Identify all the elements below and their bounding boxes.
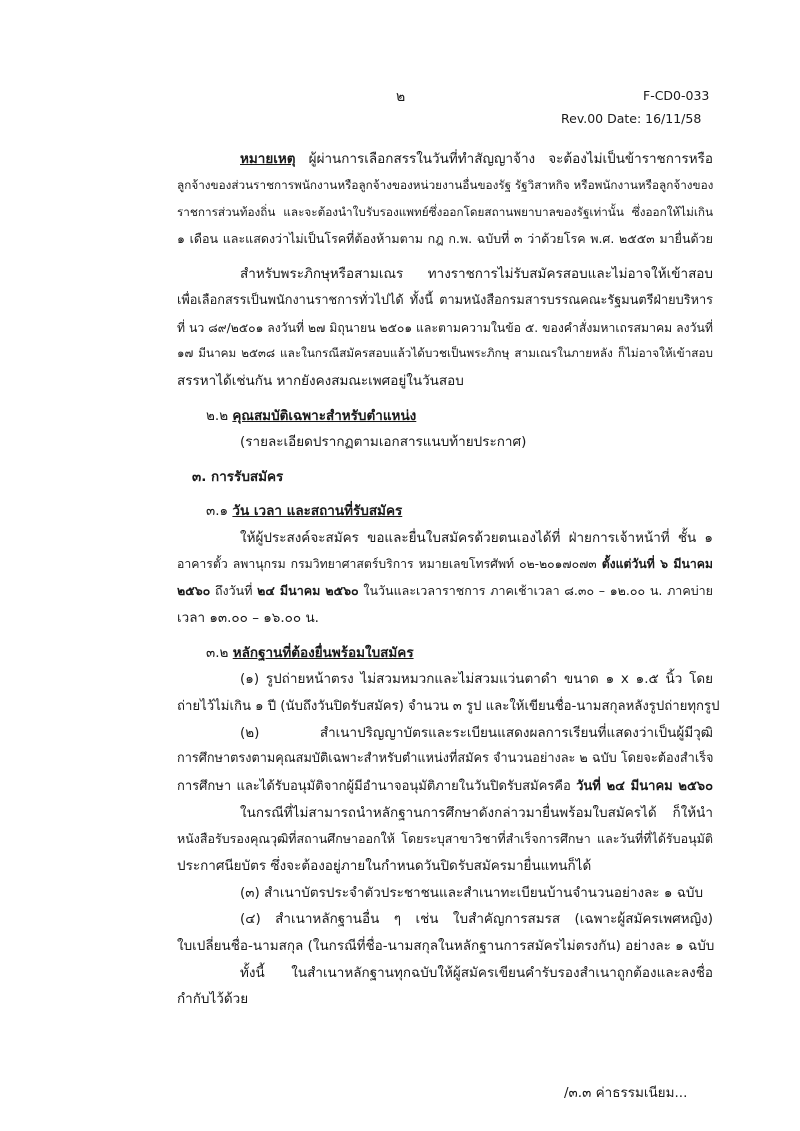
item-2-line-3 xyxy=(177,780,713,793)
office-hours-text: ในวันและเวลาราชการ ภาคเช้าเวลา ๘.๓๐ – ๑๒.๐๐ น. ภาคบ่าย xyxy=(363,583,713,598)
monks-line-1: สำหรับพระภิกษุหรือสามเณร ทางราชการไม่รับสมัครสอบและไม่อาจให้เข้าสอบ xyxy=(240,266,713,282)
monks-line-3: ที่ นว ๘๙/๒๕๐๑ ลงวันที่ ๒๗ มิถุนายน ๒๕๐๑ และตามความในข้อ ๕. ของคำสั่งมหาเถรสมาคม ลงวันที่ xyxy=(177,321,713,335)
section-3-1-line-1: ให้ผู้ประสงค์จะสมัคร ขอและยื่นใบสมัครด้วยตนเองได้ที่ ฝ่ายการเจ้าหน้าที่ ชั้น ๑ xyxy=(240,530,713,546)
item-3: (๓) สำเนาบัตรประจำตัวประชาชนและสำเนาทะเบียนบ้านจำนวนอย่างละ ๑ ฉบับ xyxy=(240,885,704,901)
item-4-line-2: ใบเปลี่ยนชื่อ-นามสกุล (ในกรณีที่ชื่อ-นามสกุลในหลักฐานการสมัครไม่ตรงกัน) อย่างละ ๑ ฉบับ xyxy=(177,938,715,954)
section-3-1-heading xyxy=(206,505,402,519)
closing-line-1: ทั้งนี้ ในสำเนาหลักฐานทุกฉบับให้ผู้สมัครเขียนคำรับรองสำเนาถูกต้องและลงชื่อ xyxy=(240,965,713,981)
section-3-1-line-2 xyxy=(177,558,713,570)
section-3-1-line-2-text: อาคารตั้ว ลพานุกรม กรมวิทยาศาสตร์บริการ หมายเลขโทรศัพท์ ๐๒-๒๐๑๗๐๗๓ xyxy=(177,557,597,571)
section-3-2-heading xyxy=(206,647,414,661)
item-2-note-line-3: ประกาศนียบัตร ซึ่งจะต้องอยู่ภายในกำหนดวันปิดรับสมัครมายื่นแทนก็ได้ xyxy=(177,858,592,874)
item-2-line-1: (๒) สำเนาปริญญาบัตรและระเบียนแสดงผลการเรียนที่แสดงว่าเป็นผู้มีวุฒิ xyxy=(240,725,713,741)
section-3-2-title: หลักฐานที่ต้องยื่นพร้อมใบสมัคร xyxy=(232,645,414,661)
section-2-2-detail: (รายละเอียดปรากฏตามเอกสารแนบท้ายประกาศ) xyxy=(240,434,527,450)
application-start-year: ๒๕๖๐ xyxy=(177,583,211,598)
item-2-line-2: การศึกษาตรงตามคุณสมบัติเฉพาะสำหรับตำแหน่งที่สมัคร จำนวนอย่างละ ๒ ฉบับ โดยจะต้องสำเร็จ xyxy=(177,751,714,766)
form-code: F-CD0-033 xyxy=(643,88,710,103)
application-start-date: ตั้งแต่วันที่ ๖ มีนาคม xyxy=(601,557,713,571)
note-line-1-text: ผู้ผ่านการเลือกสรรในวันที่ทำสัญญาจ้าง จะต้องไม่เป็นข้าราชการหรือ xyxy=(308,151,713,167)
note-line-1 xyxy=(240,153,713,167)
item-1-line-1: (๑) รูปถ่ายหน้าตรง ไม่สวมหมวกและไม่สวมแว่นตาดำ ขนาด ๑ x ๑.๕ นิ้ว โดย xyxy=(240,671,713,687)
revision-date: Rev.00 Date: 16/11/58 xyxy=(561,111,702,126)
note-line-3: ราชการส่วนท้องถิ่น และจะต้องนำใบรับรองแพทย์ซึ่งออกโดยสถานพยาบาลของรัฐเท่านั้น ซึ่งออกให้ไม่เกิน xyxy=(177,205,713,219)
section-3-2-number: ๓.๒ xyxy=(206,645,229,661)
until-label: ถึงวันที่ xyxy=(214,583,253,598)
section-2-2-number: ๒.๒ xyxy=(206,408,229,424)
section-3-1-title: วัน เวลา และสถานที่รับสมัคร xyxy=(232,503,403,519)
item-2-line-3-text: การศึกษา และได้รับอนุมัติจากผู้มีอำนาจอนุมัติภายในวันปิดรับสมัครคือ xyxy=(177,779,571,794)
monks-line-5: สรรหาได้เช่นกัน หากยังคงสมณะเพศอยู่ในวันสอบ xyxy=(177,373,464,389)
item-2-note-line-1: ในกรณีที่ไม่สามารถนำหลักฐานการศึกษาดังกล่าวมายื่นพร้อมใบสมัครได้ ก็ให้นำ xyxy=(240,805,713,821)
section-3-1-number: ๓.๑ xyxy=(206,503,229,519)
note-line-4: ๑ เดือน และแสดงว่าไม่เป็นโรคที่ต้องห้ามตาม กฎ ก.พ. ฉบับที่ ๓ ว่าด้วยโรค พ.ศ. ๒๕๕๓ มายื่นด้วย xyxy=(177,231,713,246)
page-number: ๒ xyxy=(396,89,406,105)
section-2-2-title: คุณสมบัติเฉพาะสำหรับตำแหน่ง xyxy=(232,408,417,424)
section-3-heading: ๓. การรับสมัคร xyxy=(192,469,284,485)
note-line-2: ลูกจ้างของส่วนราชการพนักงานหรือลูกจ้างของหน่วยงานอื่นของรัฐ รัฐวิสาหกิจ หรือพนักงานหรือลูกจ้างของ xyxy=(177,178,714,192)
application-end-date: ๒๔ มีนาคม ๒๕๖๐ xyxy=(257,583,359,598)
item-1-line-2: ถ่ายไว้ไม่เกิน ๑ ปี (นับถึงวันปิดรับสมัคร) จำนวน ๓ รูป และให้เขียนชื่อ-นามสกุลหลังรูปถ่ายทุกรูป xyxy=(177,699,720,714)
section-3-1-line-4: เวลา ๑๓.๐๐ – ๑๖.๐๐ น. xyxy=(177,610,319,626)
section-2-2-heading xyxy=(206,410,416,424)
item-2-note-line-2: หนังสือรับรองคุณวุฒิที่สถานศึกษาออกให้ โดยระบุสาขาวิชาที่สำเร็จการศึกษา และวันที่ที่ได้รับอนุมัติ xyxy=(177,831,713,846)
note-label: หมายเหตุ xyxy=(240,151,296,167)
item-4-line-1: (๔) สำเนาหลักฐานอื่น ๆ เช่น ใบสำคัญการสมรส (เฉพาะผู้สมัครเพศหญิง) xyxy=(240,911,713,927)
monks-line-2: เพื่อเลือกสรรเป็นพนักงานราชการทั่วไปได้ ทั้งนี้ ตามหนังสือกรมสารบรรณคณะรัฐมนตรีฝ่ายบริหาร xyxy=(177,293,713,308)
closing-line-2: กำกับไว้ด้วย xyxy=(177,991,249,1007)
closing-date: วันที่ ๒๔ มีนาคม ๒๕๖๐ xyxy=(576,779,713,794)
continuation-note: /๓.๓ ค่าธรรมเนียม... xyxy=(564,1085,688,1101)
monks-line-4: ๑๗ มีนาคม ๒๕๓๘ และในกรณีสมัครสอบแล้วได้บวชเป็นพระภิกษุ สามเณรในภายหลัง ก็ไม่อาจให้เข้าสอบ xyxy=(177,346,713,360)
section-3-1-line-3 xyxy=(177,585,713,598)
